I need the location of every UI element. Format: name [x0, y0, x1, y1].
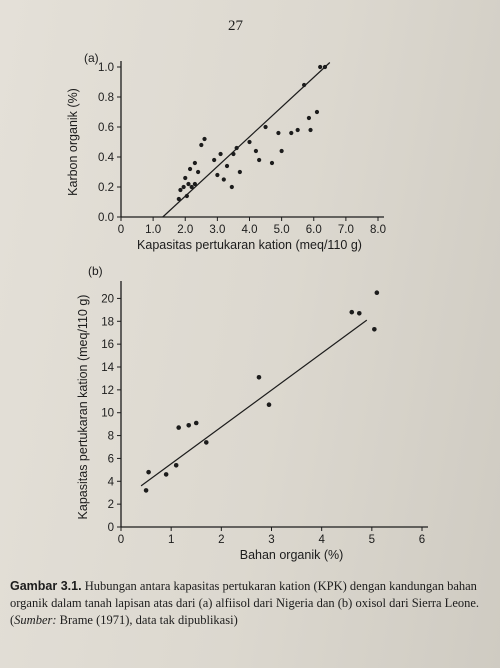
- data-point: [176, 425, 181, 430]
- data-point: [270, 161, 274, 165]
- data-point: [296, 128, 300, 132]
- y-tick-label: 10: [101, 407, 114, 420]
- data-point: [238, 170, 242, 174]
- data-point: [267, 402, 272, 407]
- page-number: 27: [228, 18, 243, 34]
- data-point: [307, 116, 311, 120]
- data-point: [257, 375, 262, 380]
- x-tick-label: 5: [368, 534, 376, 546]
- data-point: [222, 177, 226, 181]
- data-point: [276, 131, 280, 135]
- y-tick-label: 0.4: [98, 152, 114, 164]
- panel-label: (b): [88, 264, 103, 278]
- x-axis-label: Kapasitas pertukaran kation (meq/110 g): [137, 238, 362, 252]
- caption-source-text: Brame (1971), data tak dipublikasi): [59, 613, 238, 627]
- x-tick-label: 6.0: [305, 224, 322, 236]
- data-point: [196, 170, 200, 174]
- caption-source-label: Sumber:: [14, 613, 57, 627]
- y-tick-label: 0.6: [98, 122, 114, 134]
- data-point: [372, 327, 377, 332]
- x-tick-label: 0: [117, 224, 125, 236]
- data-point: [302, 83, 306, 87]
- y-tick-label: 2: [107, 499, 114, 512]
- y-tick-label: 0: [107, 522, 114, 534]
- x-tick-label: 3: [268, 534, 275, 546]
- data-point: [289, 131, 293, 135]
- x-tick-label: 8.0: [370, 224, 386, 236]
- data-point: [318, 65, 322, 69]
- data-point: [263, 125, 267, 129]
- data-point: [182, 185, 186, 189]
- y-tick-label: 12: [101, 384, 114, 397]
- caption-lead: Gambar 3.1.: [10, 579, 82, 593]
- data-point: [254, 149, 258, 153]
- data-point: [235, 146, 239, 150]
- x-tick-label: 1: [167, 534, 175, 546]
- y-tick-label: 18: [101, 316, 114, 329]
- data-point: [280, 149, 284, 153]
- data-point: [218, 152, 222, 156]
- y-tick-label: 16: [101, 339, 114, 352]
- y-tick-label: 0.2: [98, 182, 114, 194]
- data-point: [199, 143, 203, 147]
- y-tick-label: 14: [101, 362, 114, 374]
- y-tick-label: 4: [107, 476, 114, 489]
- data-point: [185, 194, 189, 198]
- figure-caption: Gambar 3.1. Hubungan antara kapasitas pertukaran kation (KPK) dengan kandungan bahan organik dalam tanah lapisan atas dari (a) alfiisol dari Nigeria dan (b) oxisol dari Sierra Leone. (Sumber: Brame (1971), data tak dipublikasi): [10, 579, 480, 627]
- data-point: [183, 176, 187, 180]
- data-point: [315, 110, 319, 114]
- data-point: [323, 65, 327, 69]
- data-point: [225, 164, 229, 168]
- x-axis-label: Bahan organik (%): [239, 548, 344, 562]
- data-point: [164, 472, 169, 477]
- y-tick-label: 20: [101, 293, 114, 306]
- y-axis-label: Karbon organik (%): [66, 88, 80, 196]
- x-tick-label: 2: [218, 534, 225, 546]
- x-tick-label: 2.0: [177, 224, 194, 236]
- x-tick-label: 3.0: [209, 224, 226, 236]
- data-point: [349, 310, 354, 315]
- x-tick-label: 4.0: [241, 224, 258, 236]
- data-point: [146, 470, 151, 475]
- data-point: [193, 161, 197, 165]
- panel-label: (a): [84, 51, 99, 65]
- chart-b: [76, 264, 428, 562]
- data-point: [204, 440, 209, 445]
- x-tick-label: 7.0: [337, 224, 354, 236]
- data-point: [202, 137, 206, 141]
- data-point: [212, 158, 216, 162]
- data-point: [178, 188, 182, 192]
- data-point: [177, 197, 181, 201]
- y-tick-label: 8: [107, 430, 114, 443]
- data-point: [257, 158, 261, 162]
- x-tick-label: 0: [117, 534, 125, 546]
- x-tick-label: 1.0: [145, 224, 162, 236]
- x-tick-label: 5.0: [273, 224, 290, 236]
- data-point: [247, 140, 251, 144]
- y-axis-label: Kapasitas pertukaran kation (meq/110 g): [76, 294, 90, 520]
- data-point: [193, 182, 197, 186]
- data-point: [188, 167, 192, 171]
- data-point: [186, 423, 191, 428]
- y-tick-label: 0.8: [98, 92, 114, 104]
- data-point: [215, 173, 219, 177]
- trend-line: [141, 320, 367, 486]
- data-point: [174, 463, 179, 468]
- y-tick-label: 6: [107, 453, 114, 466]
- data-point: [144, 488, 149, 493]
- chart-a: [66, 51, 386, 252]
- caption-text: Hubungan antara kapasitas pertukaran kation (KPK) dengan kandungan bahan organik dalam tanah lapisan atas dari (a) alfiisol dari Nigeria dan (b) oxisol dari Sierra Leone.: [10, 579, 480, 610]
- data-point: [230, 185, 234, 189]
- x-tick-label: 4: [318, 534, 325, 546]
- data-point: [231, 152, 235, 156]
- y-tick-label: 0.0: [98, 212, 114, 224]
- data-point: [375, 290, 380, 295]
- data-point: [186, 182, 190, 186]
- data-point: [194, 421, 199, 426]
- x-tick-label: 6: [418, 534, 426, 546]
- data-point: [308, 128, 312, 132]
- data-point: [190, 185, 194, 189]
- data-point: [357, 311, 362, 316]
- y-tick-label: 1.0: [98, 62, 114, 74]
